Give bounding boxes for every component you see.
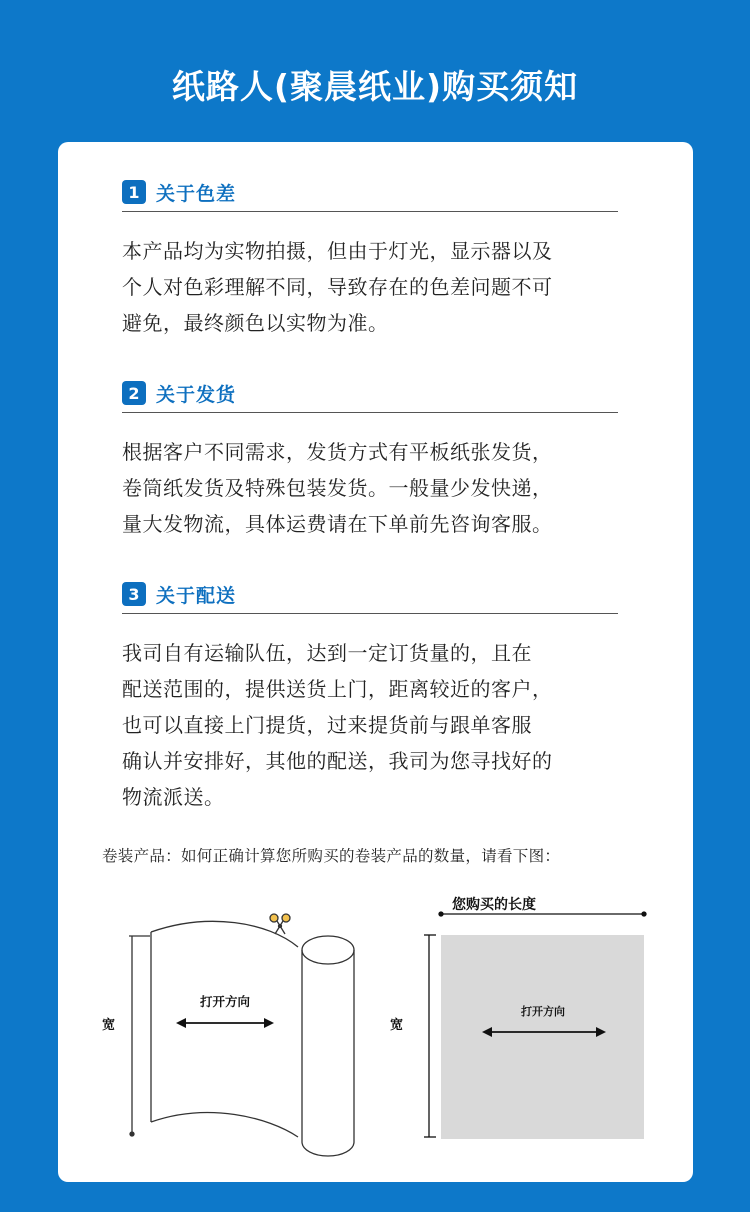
section-title: 关于发货 bbox=[156, 383, 237, 406]
roll-measurement-diagram bbox=[58, 142, 693, 1182]
section-body: 根据客户不同需求，发货方式有平板纸张发货， 卷筒纸发货及特殊包装发货。一般量少发快递， 量大发物流，具体运费请在下单前先咨询客服。 bbox=[122, 440, 553, 536]
sheet-bottom-edge bbox=[151, 1113, 298, 1137]
sheet-top-edge bbox=[151, 921, 298, 947]
section-body: 我司自有运输队伍，达到一定订货量的，且在 配送范围的，提供送货上门，距离较近的客户， 也可以直接上门提货，过来提货前与跟单客服 确认并安排好，其他的配送，我司为您寻找好的 物流派送。 bbox=[122, 641, 553, 809]
notice-card bbox=[58, 142, 693, 1182]
section-number-badge: 3 bbox=[122, 582, 146, 606]
sheet-length-label: 您购买的长度 bbox=[452, 897, 536, 913]
page-title: 纸路人(聚晨纸业)购买须知 bbox=[171, 67, 579, 106]
roll-width-label: 宽 bbox=[102, 1018, 116, 1033]
diagram-caption: 卷装产品：如何正确计算您所购买的卷装产品的数量，请看下图： bbox=[102, 847, 561, 865]
section-body: 本产品均为实物拍摄，但由于灯光，显示器以及 个人对色彩理解不同，导致存在的色差问题不可 避免，最终颜色以实物为准。 bbox=[122, 239, 553, 335]
section-number-badge: 1 bbox=[122, 180, 146, 204]
section-number-badge: 2 bbox=[122, 381, 146, 405]
scissors-icon bbox=[270, 914, 290, 934]
roll-direction-arrow bbox=[176, 1018, 274, 1028]
sheet-direction-label: 打开方向 bbox=[521, 1005, 565, 1018]
sheet-width-label: 宽 bbox=[390, 1018, 404, 1033]
roll-direction-label: 打开方向 bbox=[200, 994, 251, 1009]
section-title: 关于配送 bbox=[156, 584, 237, 607]
sheet-rectangle bbox=[441, 935, 644, 1139]
paper-roll-illustration bbox=[129, 921, 354, 1156]
roll-top-ellipse bbox=[302, 936, 354, 964]
roll-bottom-curve bbox=[302, 1142, 354, 1156]
section-title: 关于色差 bbox=[156, 182, 237, 205]
sheet-width-dimension bbox=[424, 935, 436, 1137]
